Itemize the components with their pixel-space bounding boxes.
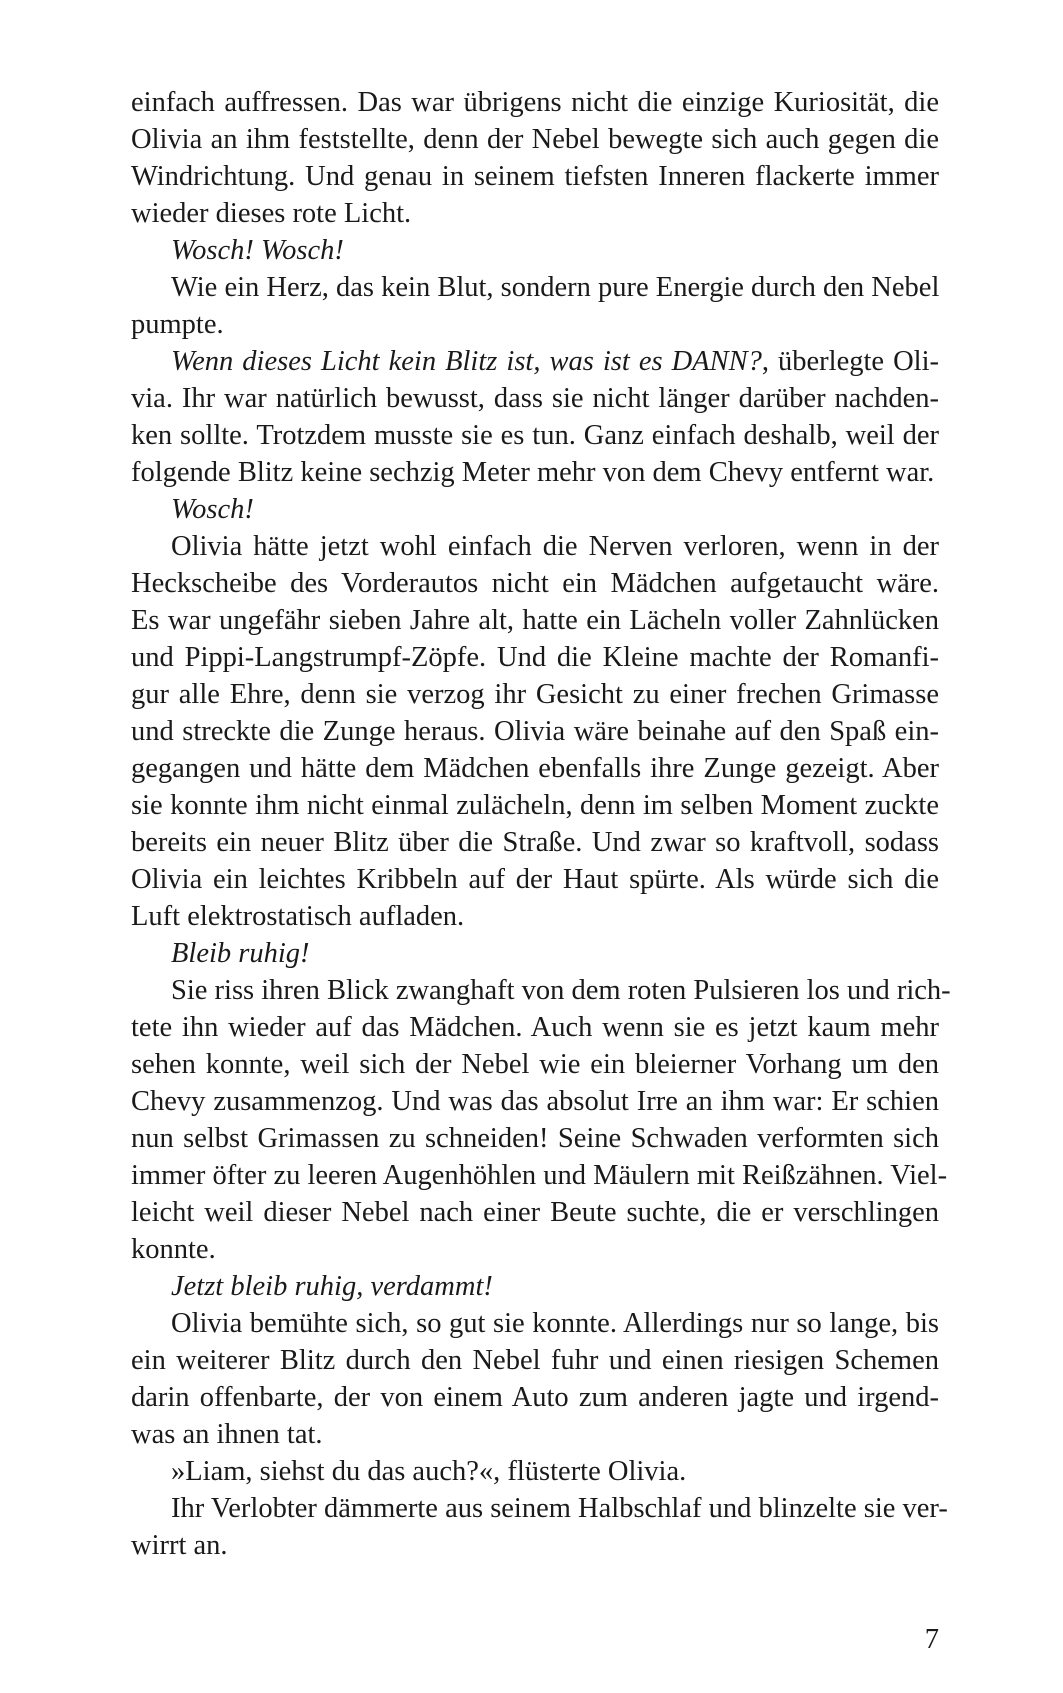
text-line: Luft elektrostatisch aufladen. xyxy=(131,901,465,932)
text-line: Olivia ein leichtes Kribbeln auf der Haut spürte. Als würde sich die xyxy=(131,864,939,895)
text-line: Windrichtung. Und genau in seinem tiefsten Inneren flackerte immer xyxy=(131,161,939,192)
text-line: Wosch! Wosch! xyxy=(171,235,344,266)
text-line: Heckscheibe des Vorderautos nicht ein Mädchen aufgetaucht wäre. xyxy=(131,568,939,599)
text-line: und streckte die Zunge heraus. Olivia wäre beinahe auf den Spaß ein- xyxy=(131,716,939,747)
text-line: ken sollte. Trotzdem musste sie es tun. Ganz einfach deshalb, weil der xyxy=(131,420,939,451)
text-line: pumpte. xyxy=(131,309,224,340)
line-text: , überlegte Oli- xyxy=(761,346,939,377)
text-line: Chevy zusammenzog. Und was das absolut Irre an ihm war: Er schien xyxy=(131,1086,939,1117)
text-line: Bleib ruhig! xyxy=(171,938,310,969)
text-line: darin offenbarte, der von einem Auto zum anderen jagte und irgend- xyxy=(131,1382,939,1413)
text-line: sehen konnte, weil sich der Nebel wie ein bleierner Vorhang um den xyxy=(131,1049,939,1080)
text-line: leicht weil dieser Nebel nach einer Beute suchte, die er verschlingen xyxy=(131,1197,939,1228)
text-line: Jetzt bleib ruhig, verdammt! xyxy=(171,1271,493,1302)
text-line: bereits ein neuer Blitz über die Straße. Und zwar so kraftvoll, sodass xyxy=(131,827,939,858)
text-line: was an ihnen tat. xyxy=(131,1419,323,1450)
text-line: und Pippi-Langstrumpf-Zöpfe. Und die Kleine machte der Romanfi- xyxy=(131,642,939,673)
text-line: Wosch! xyxy=(171,494,254,525)
text-line: Olivia bemühte sich, so gut sie konnte. Allerdings nur so lange, bis xyxy=(171,1308,939,1339)
text-line: wieder dieses rote Licht. xyxy=(131,198,412,229)
body-text xyxy=(131,84,951,1564)
text-line: folgende Blitz keine sechzig Meter mehr von dem Chevy entfernt war. xyxy=(131,457,935,488)
text-line: ein weiterer Blitz durch den Nebel fuhr und einen riesigen Schemen xyxy=(131,1345,939,1376)
text-line: nun selbst Grimassen zu schneiden! Seine Schwaden verformten sich xyxy=(131,1123,939,1154)
text-line: »Liam, siehst du das auch?«, flüsterte Olivia. xyxy=(171,1456,687,1487)
page-number: 7 xyxy=(924,1624,939,1655)
text-line: einfach auffressen. Das war übrigens nicht die einzige Kuriosität, die xyxy=(131,87,939,118)
text-line: wirrt an. xyxy=(131,1530,228,1561)
text-line: gur alle Ehre, denn sie verzog ihr Gesicht zu einer frechen Grimasse xyxy=(131,679,939,710)
text-line: Ihr Verlobter dämmerte aus seinem Halbschlaf und blinzelte sie ver- xyxy=(171,1493,948,1524)
text-line: Wie ein Herz, das kein Blut, sondern pure Energie durch den Nebel xyxy=(171,272,940,303)
text-line: Sie riss ihren Blick zwanghaft von dem roten Pulsieren los und rich- xyxy=(171,975,951,1006)
text-line: Olivia an ihm feststellte, denn der Nebel bewegte sich auch gegen die xyxy=(131,124,939,155)
text-line: via. Ihr war natürlich bewusst, dass sie nicht länger darüber nachden- xyxy=(131,383,939,414)
text-line: Olivia hätte jetzt wohl einfach die Nerven verloren, wenn in der xyxy=(171,531,939,562)
text-line: konnte. xyxy=(131,1234,216,1265)
text-line: Es war ungefähr sieben Jahre alt, hatte ein Lächeln voller Zahnlücken xyxy=(131,605,939,636)
text-line: sie konnte ihm nicht einmal zulächeln, denn im selben Moment zuckte xyxy=(131,790,939,821)
text-line xyxy=(131,343,939,380)
text-line: tete ihn wieder auf das Mädchen. Auch wenn sie es jetzt kaum mehr xyxy=(131,1012,939,1043)
italic-thought: Wenn dieses Licht kein Blitz ist, was ist es DANN? xyxy=(171,346,762,377)
text-line: gegangen und hätte dem Mädchen ebenfalls ihre Zunge gezeigt. Aber xyxy=(131,753,939,784)
text-line: immer öfter zu leeren Augenhöhlen und Mäulern mit Reißzähnen. Viel- xyxy=(131,1160,948,1191)
